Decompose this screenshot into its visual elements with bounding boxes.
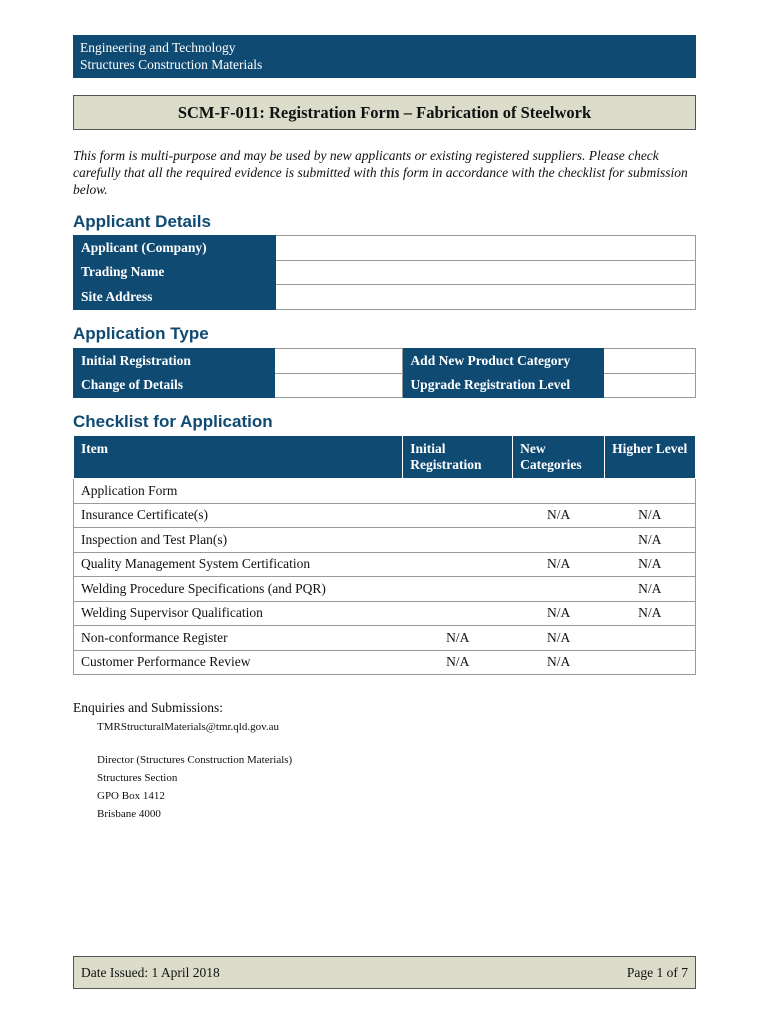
page-number: Page 1 of 7	[626, 965, 688, 980]
column-header-new-categories: New Categories	[513, 436, 605, 479]
table-row	[74, 650, 696, 675]
table-row	[74, 552, 696, 577]
table-row	[74, 626, 696, 651]
checklist-higher[interactable]	[605, 479, 696, 504]
checklist-higher[interactable]	[605, 626, 696, 651]
trading-name-field[interactable]	[275, 260, 695, 285]
enquiries-email[interactable]: TMRStructuralMaterials@tmr.qld.gov.au	[97, 721, 280, 733]
checklist-initial[interactable]	[403, 479, 513, 504]
address-line: GPO Box 1412	[97, 790, 165, 802]
checklist-item: Insurance Certificate(s)	[74, 503, 403, 528]
checklist-new[interactable]	[513, 479, 605, 504]
checklist-new: N/A	[513, 503, 605, 528]
applicant-company-field[interactable]	[275, 236, 695, 261]
add-new-product-category-label: Add New Product Category	[403, 349, 604, 374]
table-row	[74, 373, 696, 398]
checklist-item: Non-conformance Register	[74, 626, 403, 651]
checklist-higher: N/A	[605, 552, 696, 577]
site-address-label: Site Address	[74, 285, 276, 310]
page-footer	[73, 956, 696, 989]
checklist-higher: N/A	[605, 503, 696, 528]
checklist-higher: N/A	[605, 601, 696, 626]
checklist-item: Quality Management System Certification	[74, 552, 403, 577]
enquiries-title: Enquiries and Submissions:	[73, 700, 224, 715]
table-row	[74, 503, 696, 528]
change-of-details-field[interactable]	[274, 373, 403, 398]
checklist-item: Welding Supervisor Qualification	[74, 601, 403, 626]
applicant-company-label: Applicant (Company)	[74, 236, 276, 261]
checklist-new[interactable]	[513, 577, 605, 602]
applicant-details-table	[73, 235, 696, 310]
checklist-higher: N/A	[605, 528, 696, 553]
checklist-initial[interactable]	[403, 601, 513, 626]
applicant-details-heading: Applicant Details	[73, 212, 211, 231]
date-issued: Date Issued: 1 April 2018	[81, 965, 220, 980]
checklist-item: Application Form	[74, 479, 403, 504]
checklist-initial[interactable]	[403, 528, 513, 553]
table-row	[74, 349, 696, 374]
upgrade-registration-level-field[interactable]	[604, 373, 696, 398]
intro-text: This form is multi-purpose and may be used by new applicants or existing registered suppliers. Please check carefully that all the required evidence is submitted with this form in accordance with the checklist for submission below.	[73, 148, 688, 197]
table-row	[74, 285, 696, 310]
checklist-new: N/A	[513, 552, 605, 577]
checklist-item: Inspection and Test Plan(s)	[74, 528, 403, 553]
checklist-initial[interactable]	[403, 552, 513, 577]
checklist-initial: N/A	[403, 626, 513, 651]
trading-name-label: Trading Name	[74, 260, 276, 285]
table-row	[74, 260, 696, 285]
header-unit: Structures Construction Materials	[80, 57, 263, 72]
address-line: Director (Structures Construction Materials)	[97, 754, 293, 766]
table-row	[74, 577, 696, 602]
table-row	[74, 601, 696, 626]
header-banner	[73, 35, 696, 78]
table-row	[74, 479, 696, 504]
column-header-higher-level: Higher Level	[605, 436, 696, 479]
checklist-initial: N/A	[403, 650, 513, 675]
application-type-heading: Application Type	[73, 324, 209, 343]
checklist-table	[73, 435, 696, 675]
upgrade-registration-level-label: Upgrade Registration Level	[403, 373, 604, 398]
address-line: Brisbane 4000	[97, 808, 161, 820]
checklist-higher: N/A	[605, 577, 696, 602]
checklist-heading: Checklist for Application	[73, 412, 273, 431]
checklist-initial[interactable]	[403, 503, 513, 528]
initial-registration-field[interactable]	[274, 349, 403, 374]
checklist-item: Customer Performance Review	[74, 650, 403, 675]
checklist-higher[interactable]	[605, 650, 696, 675]
site-address-field[interactable]	[275, 285, 695, 310]
address-line: Structures Section	[97, 772, 178, 784]
header-department: Engineering and Technology	[80, 40, 236, 55]
checklist-new: N/A	[513, 626, 605, 651]
column-header-initial-registration: Initial Registration	[403, 436, 513, 479]
table-row	[74, 528, 696, 553]
checklist-new: N/A	[513, 650, 605, 675]
table-row	[74, 236, 696, 261]
checklist-header-row	[74, 436, 696, 479]
application-type-table	[73, 348, 696, 398]
column-header-item: Item	[74, 436, 403, 479]
initial-registration-label: Initial Registration	[74, 349, 275, 374]
checklist-new: N/A	[513, 601, 605, 626]
form-title: SCM-F-011: Registration Form – Fabrication of Steelwork	[73, 95, 696, 130]
checklist-item: Welding Procedure Specifications (and PQR)	[74, 577, 403, 602]
add-new-product-category-field[interactable]	[604, 349, 696, 374]
checklist-initial[interactable]	[403, 577, 513, 602]
checklist-new[interactable]	[513, 528, 605, 553]
change-of-details-label: Change of Details	[74, 373, 275, 398]
